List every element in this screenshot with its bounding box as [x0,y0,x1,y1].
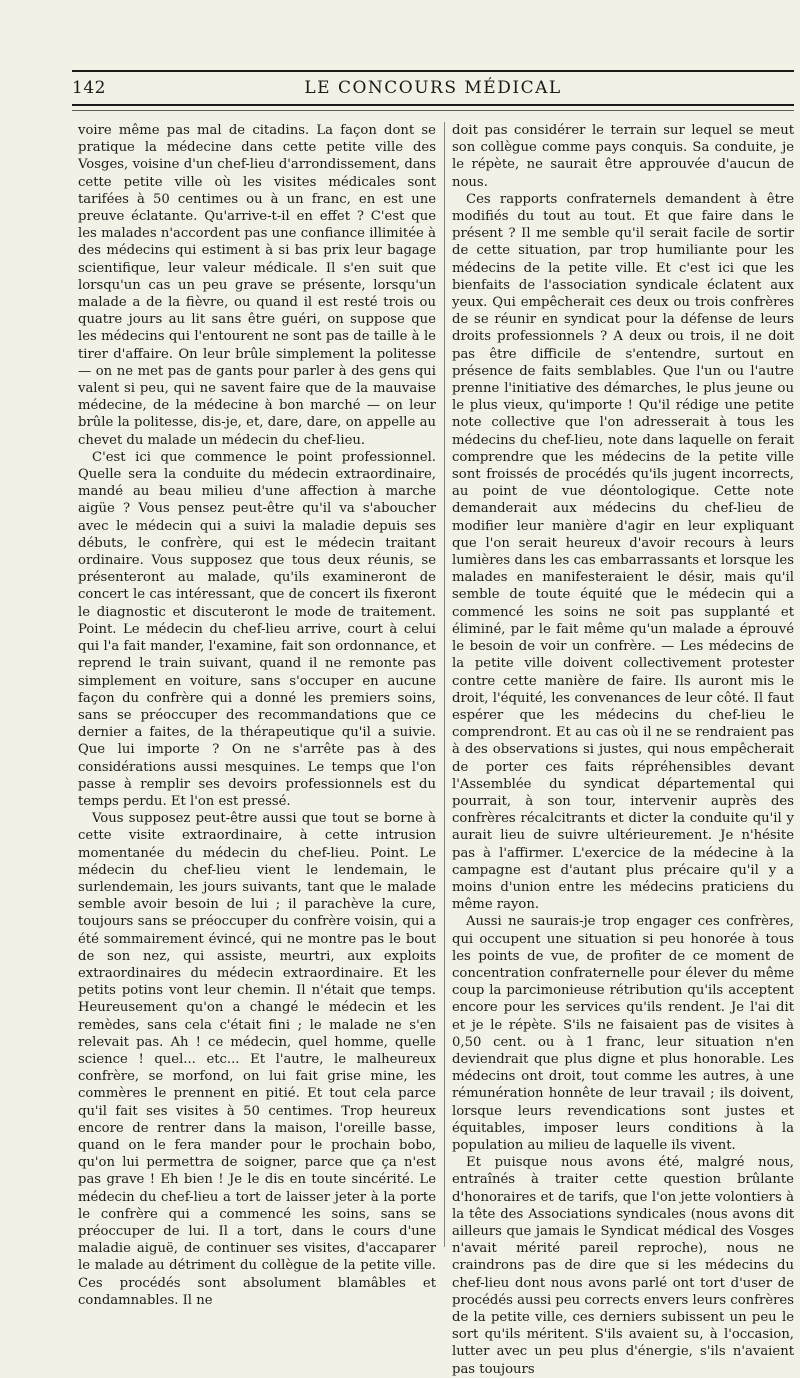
header-bottom-rule [72,104,794,106]
column-divider [444,122,445,1247]
right-paragraph-1: doit pas considérer le terrain sur lequel se meut son collègue comme pays conquis. Sa conduite, je le répète, ne saurait être approuvée d'aucun de nous. [452,123,794,190]
right-paragraph-2: Ces rapports confraternels demandent à être modifiés du tout au tout. Et que faire dans le présent ? Il me semble qu'il serait facile de sortir de cette situation, par trop humiliante pour les médecins de la petite ville. Et c'est ici que les bienfaits de l'association syndicale éclatent aux yeux. Qui empêcherait ces deux ou trois confrères de se réunir en syndicat pour la défense de leurs droits professionnels ? A deux ou trois, il ne doit pas être difficile de s'entendre, surtout en présence de faits semblables. Que l'un ou l'autre prenne l'initiative des démarches, le plus jeune ou le plus vieux, qu'importe ! Qu'il rédige une petite note collective que l'on adresserait à tous les médecins du chef-lieu, note dans laquelle on ferait comprendre que les médecins de la petite ville sont froissés de procédés qu'ils jugent incorrects, au point de vue déontologique. Cette note demanderait aux médecins du chef-lieu de modifier leur manière d'agir en leur expliquant que l'on serait heureux d'avoir recours à leurs lumières dans les cas embarrassants et lorsque les malades en manifesteraient le désir, mais qu'il semble de toute équité que le médecin qui a commencé les soins ne soit pas supplanté et éliminé, par le fait même qu'un malade a éprouvé le besoin de voir un confrère. — Les médecins de la petite ville doivent collectivement protester contre cette manière de faire. Ils auront mis le droit, l'équité, les convenances de leur côté. Il faut espérer que les médecins du chef-lieu le comprendront. Et au cas où il ne se rendraient pas à des observations si justes, qui nous empêcherait de porter ces faits répréhensibles devant l'Assemblée du syndicat départemental qui pourrait, à son tour, intervenir auprès des confrères récalcitrants et dicter la conduite qu'il y aurait lieu de suivre ultérieurement. Je n'hésite pas à l'affirmer. L'exercice de la médecine à la campagne est d'autant plus précaire qu'il y a moins d'union entre les médecins praticiens du même rayon. [452,191,794,913]
left-paragraph-1: voire même pas mal de citadins. La façon dont se pratique la médecine dans cette petite ville des Vosges, voisine d'un chef-lieu d'arrondissement, dans cette petite ville où les visites médicales sont tarifées à 50 centimes ou à un franc, en est une preuve éclatante. Qu'arrive-t-il en effet ? C'est que les malades n'accordent pas une confiance illimitée à des médecins qui estiment à si bas prix leur bagage scientifique, leur valeur médicale. Il s'en suit que lorsqu'un cas un peu grave se présente, lorsqu'un malade a de la fièvre, ou quand il est resté trois ou quatre jours au lit sans être guéri, on suppose que les médecins qui l'entourent ne sont pas de taille à le tirer d'affaire. On leur brûle simplement la politesse — on ne met pas de gants pour parler à des gens qui valent si peu, qui ne savent faire que de la mauvaise médecine, de la médecine à bon marché — on leur brûle la politesse, dis-je, et, dare, dare, on appelle au chevet du malade un médecin du chef-lieu. [78,123,436,448]
journal-title: LE CONCOURS MÉDICAL [304,78,562,98]
left-paragraph-3: Vous supposez peut-être aussi que tout se borne à cette visite extraordinaire, à cette intrusion momentanée du médecin du chef-lieu. Point. Le médecin du chef-lieu vient le lendemain, le surlendemain, les jours suivants, tant que le malade semble avoir besoin de lui ; il parachève la cure, toujours sans se préoccuper du confrère voisin, qui a été sommairement évincé, qui ne montre pas le bout de son nez, qui assiste, meurtri, aux exploits extraordinaires du médecin extraordinaire. Et les petits potins vont leur chemin. Il n'était que temps. Heureusement qu'on a changé le médecin et les remèdes, sans cela c'était fini ; le malade ne s'en relevait pas. Ah ! ce médecin, quel homme, quelle science ! quel... etc... Et l'autre, le malheureux confrère, se morfond, on lui fait grise mine, les commères le prennent en pitié. Et tout cela parce qu'il fait ses visites à 50 centimes. Trop heureux encore de rentrer dans la maison, l'oreille basse, quand on le fera mander pour le prochain bobo, qu'on lui permettra de soigner, parce que ça n'est pas grave ! Eh bien ! Je le dis en toute sincérité. Le médecin du chef-lieu a tort de laisser jeter à la porte le confrère qui a commencé les soins, sans se préoccuper de lui. Il a tort, dans le cours d'une maladie aiguë, de continuer ses visites, d'accaparer le malade au détriment du collègue de la petite ville. Ces procédés sont absolument blamâbles et condamnables. Il ne [78,811,436,1308]
right-paragraph-3: Aussi ne saurais-je trop engager ces confrères, qui occupent une situation si peu honorée à tous les points de vue, de profiter de ce moment de concentration confraternelle pour élever du même coup la parcimonieuse rétribution qu'ils acceptent encore pour les services qu'ils rendent. Je l'ai dit et je le répète. S'ils ne faisaient pas de visites à 0,50 cent. ou à 1 franc, leur situation n'en deviendrait que plus digne et plus honorable. Les médecins ont droit, tout comme les autres, à une rémunération honnête de leur travail ; ils doivent, lorsque leurs revendications sont justes et équitables, imposer leurs conditions à la population au milieu de laquelle ils vivent. [452,914,794,1153]
right-paragraph-4: Et puisque nous avons été, malgré nous, entraînés à traiter cette question brûlante d'honoraires et de tarifs, que l'on jette volontiers à la tête des Associations syndicales (nous avons dit ailleurs que jamais le Syndicat médical des Vosges n'avait mérité pareil reproche), nous ne craindrons pas de dire que si les médecins du chef-lieu dont nous avons parlé ont tort d'user de procédés aussi peu corrects envers leurs confrères de la petite ville, ces derniers subissent un peu le sort qu'ils méritent. S'ils avaient su, à l'occasion, lutter avec un peu plus d'énergie, s'ils n'avaient pas toujours [452,1155,794,1377]
left-paragraph-2: C'est ici que commence le point professionnel. Quelle sera la conduite du médecin extraordinaire, mandé au beau milieu d'une affection à marche aigüe ? Vous pensez peut-être qu'il va s'aboucher avec le médecin qui a suivi la maladie depuis ses débuts, le confrère, qui est le médecin traitant ordinaire. Vous supposez que tous deux réunis, se présenteront au malade, qu'ils examineront de concert le cas intéressant, que de concert ils fixeront le diagnostic et discuteront le mode de traitement. Point. Le médecin du chef-lieu arrive, court à celui qui l'a fait mander, l'examine, fait son ordonnance, et reprend le train suivant, quand il ne remonte pas simplement en voiture, sans s'occuper en aucune façon du confrère qui a donné les premiers soins, sans se préoccuper des recommandations que ce dernier a faites, de la thérapeutique qu'il a suivie. Que lui importe ? On ne s'arrête pas à des considérations aussi mesquines. Le temps que l'on passe à remplir ses devoirs professionnels est du temps perdu. Et l'on est pressé. [78,449,436,809]
right-column [452,122,794,1378]
page-number: 142 [72,78,106,98]
header-top-rule [72,70,794,72]
left-column [78,122,436,1309]
page-header [72,78,794,102]
header-thin-rule [72,110,794,111]
